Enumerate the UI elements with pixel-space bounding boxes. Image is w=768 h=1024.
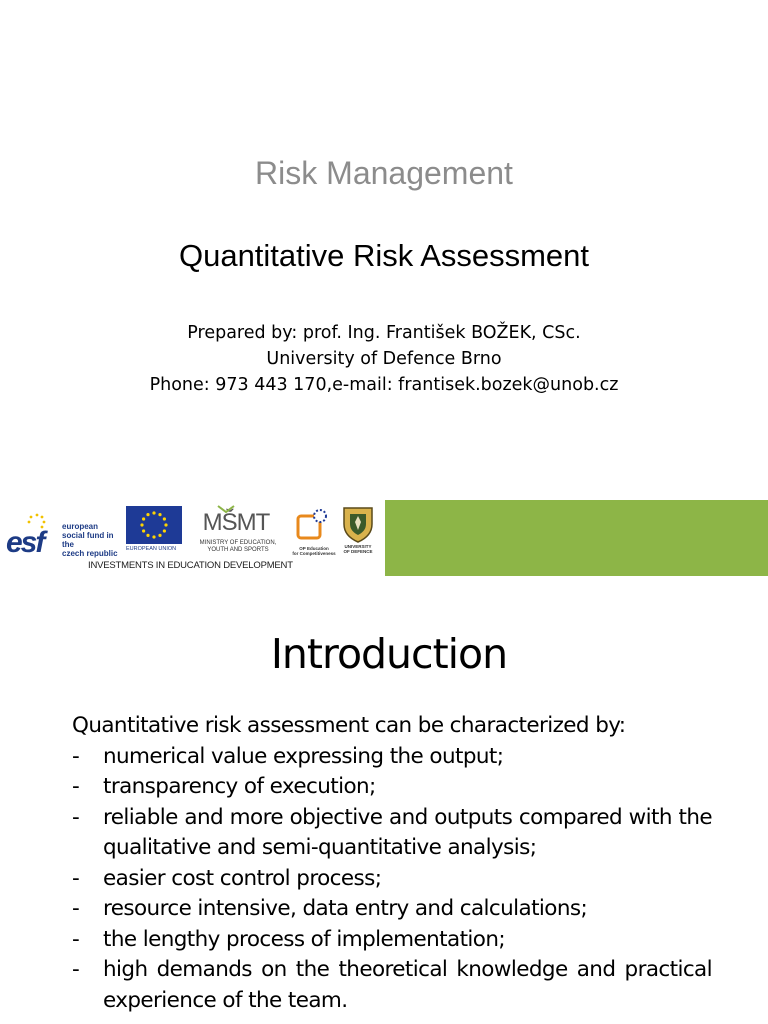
- university-crest-icon: [338, 502, 378, 544]
- esf-logo: [6, 506, 124, 558]
- slide-title: Quantitative Risk Assessment: [178, 238, 590, 273]
- list-bullet: -: [72, 774, 80, 799]
- esf-logo-icon: [6, 510, 60, 554]
- eu-star-icon: [152, 511, 155, 514]
- op-caption-line: for Competitiveness: [292, 551, 336, 556]
- investments-caption: INVESTMENTS IN EDUCATION DEVELOPMENT: [88, 560, 293, 571]
- msmt-logo: [188, 502, 284, 558]
- author-block: [0, 320, 768, 398]
- eu-star-icon: [158, 534, 161, 537]
- esf-caption-line: social fund in the: [62, 531, 114, 549]
- msmt-caption-line: MINISTRY OF EDUCATION,: [199, 540, 277, 546]
- op-caption-line: OP Education: [299, 546, 329, 551]
- msmt-caption: [188, 540, 288, 554]
- svg-text:esf: esf: [6, 526, 44, 554]
- eu-flag-icon: [126, 506, 182, 544]
- list-item-text: easier cost control process;: [103, 865, 382, 891]
- list-item: [72, 925, 712, 956]
- sponsor-logo-strip: [0, 500, 385, 580]
- eu-logo: [126, 506, 182, 554]
- eu-star-icon: [163, 517, 166, 520]
- eu-star-icon: [146, 534, 149, 537]
- list-item: [72, 894, 712, 925]
- institution: University of Defence Brno: [266, 349, 502, 369]
- eu-star-icon: [142, 517, 145, 520]
- slide-body: [72, 711, 712, 1016]
- esf-caption-line: european: [62, 522, 99, 531]
- op-education-icon: [286, 508, 340, 544]
- list-item: [72, 772, 712, 803]
- esf-caption: [62, 522, 124, 558]
- esf-caption-line: czech republic: [62, 549, 118, 558]
- list-bullet: -: [72, 743, 80, 769]
- eu-star-icon: [140, 523, 143, 526]
- list-bullet: -: [72, 896, 80, 921]
- introduction-slide: [0, 590, 768, 1024]
- msmt-logo-icon: [188, 502, 284, 540]
- eu-star-icon: [146, 513, 149, 516]
- lead-text: Quantitative risk assessment can be characterized by:: [72, 713, 626, 738]
- list-item-text: numerical value expressing the output;: [103, 743, 504, 769]
- list-bullet: -: [72, 957, 80, 982]
- eu-star-icon: [164, 523, 167, 526]
- svg-text:MŠMT: MŠMT: [202, 509, 270, 536]
- list-bullet: -: [72, 865, 80, 891]
- eu-star-icon: [163, 529, 166, 532]
- list-item: [72, 803, 712, 864]
- list-item: [72, 742, 712, 773]
- list-bullet: -: [72, 926, 80, 952]
- contact-line: Phone: 973 443 170,e-mail: frantisek.bozek@unob.cz: [149, 375, 619, 395]
- list-bullet: -: [72, 804, 80, 830]
- eu-star-icon: [158, 513, 161, 516]
- list-item-text: high demands on the theoretical knowledge and practical experience of the team.: [103, 957, 712, 1013]
- eu-caption: EUROPEAN UNION: [126, 546, 177, 552]
- prepared-by: Prepared by: prof. Ing. František BOŽEK, CSc.: [187, 323, 581, 343]
- list-item-text: transparency of execution;: [103, 774, 376, 799]
- eu-star-icon: [152, 535, 155, 538]
- list-item-text: the lengthy process of implementation;: [103, 926, 506, 952]
- slide-subject: Risk Management: [255, 155, 513, 191]
- op-education-logo: [286, 508, 340, 558]
- university-logo: [338, 502, 378, 558]
- list-item-text: resource intensive, data entry and calculations;: [103, 896, 588, 921]
- list-item-text: reliable and more objective and outputs compared with the qualitative and semi-quantitative analysis;: [103, 804, 712, 860]
- eu-star-icon: [142, 529, 145, 532]
- university-caption: [338, 544, 378, 554]
- list-item: [72, 955, 712, 1016]
- msmt-caption-line: YOUTH AND SPORTS: [207, 547, 269, 553]
- green-accent-bar: [385, 500, 768, 576]
- university-caption-line: UNIVERSITY: [344, 544, 372, 549]
- university-caption-line: OF DEFENCE: [343, 549, 373, 554]
- op-caption: [286, 546, 342, 556]
- slide-title: Introduction: [270, 630, 508, 678]
- list-item: [72, 864, 712, 895]
